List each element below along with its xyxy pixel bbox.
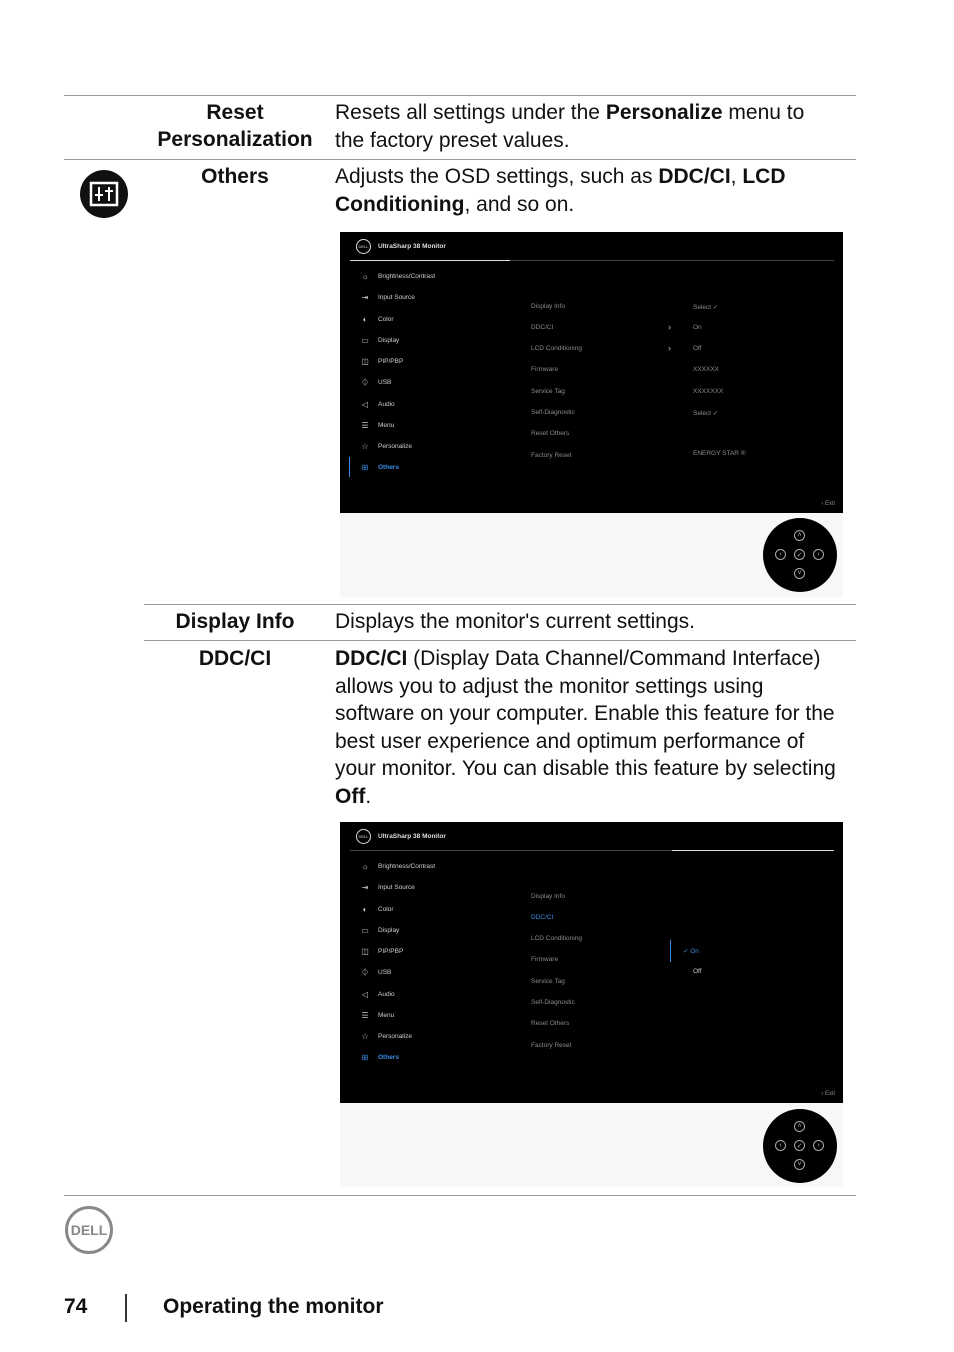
- input-icon: ⇥: [361, 882, 369, 892]
- check-icon: ✓: [794, 1140, 805, 1151]
- osd-menu-others[interactable]: ⊞ Others: [361, 1052, 399, 1062]
- osd-title-underline: [672, 850, 834, 851]
- osd-selection-bar: [349, 457, 350, 477]
- table-rule: [64, 159, 856, 160]
- osd-exit[interactable]: ‹ Exit: [821, 501, 835, 507]
- pip-icon: ◫: [361, 356, 369, 366]
- osd-sub-reset-others[interactable]: Reset Others: [531, 1020, 570, 1027]
- others-icon: [80, 170, 128, 218]
- osd-val-service-tag: XXXXXXX: [693, 388, 724, 395]
- osd-ddcci-screenshot: [340, 822, 843, 1103]
- down-icon: ˅: [794, 1159, 805, 1170]
- chevron-right-icon: ›: [668, 322, 671, 332]
- osd-val-ddcci: On: [693, 324, 702, 331]
- sun-icon: ☼: [361, 861, 369, 871]
- chevron-right-icon: ›: [668, 343, 671, 353]
- osd-title-line: [510, 260, 834, 261]
- section-title: Operating the monitor: [163, 1295, 384, 1318]
- display-info-label: Display Info: [175, 610, 295, 633]
- osd-title-line: [350, 850, 672, 851]
- reset-personalization-desc: Resets all settings under the Personalize menu to the factory preset values.: [335, 101, 805, 152]
- right-icon: ›: [813, 1140, 824, 1151]
- speaker-icon: ◁: [361, 989, 369, 999]
- osd-menu-brightness[interactable]: ☼ Brightness/Contrast: [361, 861, 436, 871]
- up-icon: ˄: [794, 1121, 805, 1132]
- palette-icon: ◐: [362, 314, 368, 324]
- joystick-icon: [763, 518, 837, 592]
- osd-val-self-diagnostic: Select ✓: [693, 410, 719, 417]
- osd-menu-color[interactable]: ◐ Color: [360, 312, 394, 326]
- osd-sub-display-info[interactable]: Display Info: [531, 303, 565, 310]
- osd-menu-personalize[interactable]: ☆ Personalize: [361, 441, 412, 451]
- osd-menu-brightness[interactable]: ☼ Brightness/Contrast: [361, 271, 436, 281]
- dell-logo-icon: DELL: [356, 829, 371, 844]
- osd-menu-usb[interactable]: ⏀ USB: [361, 377, 392, 387]
- osd-menu-input-source[interactable]: ⇥ Input Source: [361, 882, 415, 892]
- dell-logo-icon: DELL: [356, 239, 371, 254]
- osd-sub-reset-others[interactable]: Reset Others: [531, 430, 570, 437]
- osd-val-display-info: Select ✓: [693, 304, 719, 311]
- osd-menu-display[interactable]: ▭ Display: [361, 925, 400, 935]
- display-info-desc: Displays the monitor's current settings.: [335, 610, 695, 633]
- left-icon: ‹: [775, 549, 786, 560]
- osd-menu-color[interactable]: ◐ Color: [360, 902, 394, 916]
- osd-option-selection-bar: [670, 940, 671, 962]
- osd-sub-ddcci[interactable]: DDC/CI: [531, 324, 554, 331]
- check-icon: ✓: [794, 549, 805, 560]
- others-desc: Adjusts the OSD settings, such as DDC/CI, LCD Conditioning, and so on.: [335, 165, 786, 216]
- list-icon: ☰: [361, 1010, 369, 1020]
- osd-others-screenshot: [340, 232, 843, 513]
- usb-icon: ⏀: [361, 377, 369, 387]
- up-icon: ˄: [794, 530, 805, 541]
- joystick-icon: [763, 1109, 837, 1183]
- table-rule: [144, 640, 856, 641]
- osd-title: UltraSharp 38 Monitor: [378, 833, 446, 840]
- osd-sub-factory-reset[interactable]: Factory Reset: [531, 1042, 572, 1049]
- osd-sub-self-diagnostic[interactable]: Self-Diagnostic: [531, 409, 575, 416]
- page-number: 74: [64, 1295, 88, 1318]
- osd-menu-pip[interactable]: ◫ PIP/PBP: [361, 946, 404, 956]
- osd-menu-menu[interactable]: ☰ Menu: [361, 1010, 395, 1020]
- table-rule: [64, 1195, 856, 1196]
- osd-menu-display[interactable]: ▭ Display: [361, 335, 400, 345]
- left-icon: ‹: [775, 1140, 786, 1151]
- osd-sub-factory-reset[interactable]: Factory Reset: [531, 452, 572, 459]
- reset-personalization-label: Reset Personalization: [157, 101, 313, 151]
- star-icon: ☆: [361, 1031, 369, 1041]
- right-icon: ›: [813, 549, 824, 560]
- osd-option-on[interactable]: ✓ On: [683, 948, 699, 955]
- osd-menu-audio[interactable]: ◁ Audio: [361, 399, 395, 409]
- osd-menu-pip[interactable]: ◫ PIP/PBP: [361, 356, 404, 366]
- osd-val-energy-star: ENERGY STAR ®: [693, 450, 746, 457]
- table-rule: [144, 604, 856, 605]
- monitor-icon: ▭: [361, 925, 369, 935]
- table-rule: [64, 95, 856, 96]
- osd-exit[interactable]: ‹ Exit: [821, 1091, 835, 1097]
- star-icon: ☆: [361, 441, 369, 451]
- dell-logo-icon: DELL: [65, 1206, 113, 1254]
- others-icon: ⊞: [361, 462, 369, 472]
- palette-icon: ◐: [362, 904, 368, 914]
- osd-title-underline: [350, 260, 510, 261]
- osd-menu-audio[interactable]: ◁ Audio: [361, 989, 395, 999]
- ddcci-label: DDC/CI: [198, 647, 272, 670]
- osd-val-lcd: Off: [693, 345, 702, 352]
- osd-sub-self-diagnostic[interactable]: Self-Diagnostic: [531, 999, 575, 1006]
- osd-sub-display-info[interactable]: Display Info: [531, 893, 565, 900]
- usb-icon: ⏀: [361, 967, 369, 977]
- osd-sub-lcd-conditioning[interactable]: LCD Conditioning: [531, 345, 582, 352]
- osd-option-off[interactable]: Off: [693, 968, 702, 975]
- osd-sub-ddcci[interactable]: DDC/CI: [531, 914, 554, 921]
- sun-icon: ☼: [361, 271, 369, 281]
- osd-sub-firmware: Firmware: [531, 366, 559, 373]
- osd-sub-firmware: Firmware: [531, 956, 559, 963]
- osd-menu-input-source[interactable]: ⇥ Input Source: [361, 292, 415, 302]
- osd-sub-service-tag: Service Tag: [531, 978, 565, 985]
- footer-separator: [125, 1294, 127, 1322]
- osd-sub-lcd-conditioning[interactable]: LCD Conditioning: [531, 935, 582, 942]
- osd-menu-usb[interactable]: ⏀ USB: [361, 967, 392, 977]
- down-icon: ˅: [794, 568, 805, 579]
- monitor-icon: ▭: [361, 335, 369, 345]
- osd-sub-service-tag: Service Tag: [531, 388, 565, 395]
- osd-val-firmware: XXXXXX: [693, 366, 720, 373]
- osd-title: UltraSharp 38 Monitor: [378, 243, 446, 250]
- osd-menu-menu[interactable]: ☰ Menu: [361, 420, 395, 430]
- others-icon: ⊞: [361, 1052, 369, 1062]
- speaker-icon: ◁: [361, 399, 369, 409]
- osd-menu-others[interactable]: ⊞ Others: [361, 462, 399, 472]
- list-icon: ☰: [361, 420, 369, 430]
- ddcci-desc: DDC/CI (Display Data Channel/Command Interface) allows you to adjust the monitor settings using software on your computer. Enable this feature for the best user experience and optimum performance of your monitor. You can disable this feature by selecting Off.: [335, 647, 836, 808]
- pip-icon: ◫: [361, 946, 369, 956]
- input-icon: ⇥: [361, 292, 369, 302]
- osd-menu-personalize[interactable]: ☆ Personalize: [361, 1031, 412, 1041]
- others-label: Others: [201, 165, 269, 188]
